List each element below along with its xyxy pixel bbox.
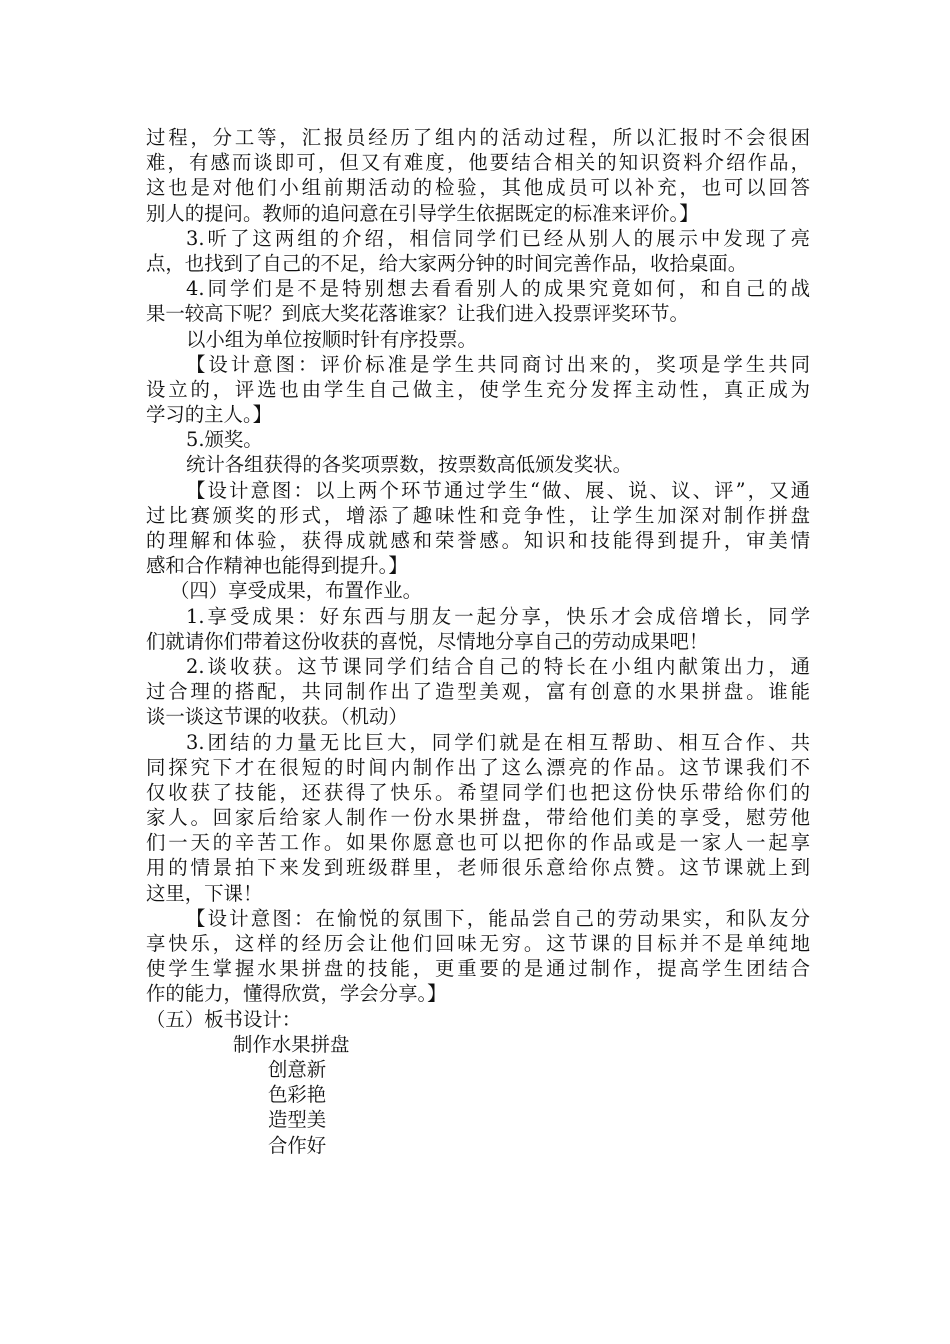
text-line: 家人。回家后给家人制作一份水果拼盘，带给他们美的享受，慰劳他 bbox=[146, 806, 810, 830]
text-line: 过合理的搭配，共同制作出了造型美观，富有创意的水果拼盘。谁能 bbox=[146, 680, 810, 704]
text-line: 感和合作精神也能得到提升。】 bbox=[146, 554, 408, 578]
paragraph bbox=[146, 654, 810, 730]
text-line: 2.谈收获。这节课同学们结合自己的特长在小组内献策出力，通 bbox=[186, 654, 810, 678]
text-line: 学习的主人。】 bbox=[146, 403, 273, 427]
text-line: （四）享受成果，布置作业。 bbox=[170, 579, 423, 603]
paragraph bbox=[146, 604, 810, 654]
paragraph bbox=[146, 427, 810, 452]
text-line: 们就请你们带着这份收获的喜悦，尽情地分享自己的劳动成果吧！ bbox=[146, 629, 709, 653]
text-line: 过程，分工等，汇报员经历了组内的活动过程，所以汇报时不会很困 bbox=[146, 126, 810, 149]
board-item: 造型美 bbox=[268, 1108, 327, 1132]
text-line: 这里，下课！ bbox=[146, 881, 263, 905]
board-item: 合作好 bbox=[268, 1133, 327, 1157]
board-item: 创意新 bbox=[268, 1057, 327, 1081]
paragraph bbox=[146, 226, 810, 276]
text-line: 以小组为单位按顺时针有序投票。 bbox=[186, 327, 477, 351]
paragraph bbox=[146, 478, 810, 579]
board-title: 制作水果拼盘 bbox=[233, 1032, 350, 1056]
paragraph bbox=[146, 906, 810, 1007]
text-line: 统计各组获得的各奖项票数，按票数高低颁发奖状。 bbox=[186, 453, 632, 477]
text-line: 使学生掌握水果拼盘的技能，更重要的是通过制作，提高学生团结合 bbox=[146, 957, 810, 981]
paragraph bbox=[146, 125, 810, 226]
paragraph bbox=[146, 352, 810, 428]
text-line: 别人的提问。教师的追问意在引导学生依据既定的标准来评价。】 bbox=[146, 201, 699, 225]
text-line: 果一较高下呢？到底大奖花落谁家？让我们进入投票评奖环节。 bbox=[146, 302, 689, 326]
text-line: 设立的，评选也由学生自己做主，使学生充分发挥主动性，真正成为 bbox=[146, 377, 810, 401]
text-line: 同探究下才在很短的时间内制作出了这么漂亮的作品。这节课我们不 bbox=[146, 755, 810, 779]
text-line: 【设计意图：在愉悦的氛围下，能品尝自己的劳动果实，和队友分 bbox=[186, 906, 810, 930]
text-line: 4.同学们是不是特别想去看看别人的成果究竟如何，和自己的战 bbox=[186, 277, 810, 301]
paragraph bbox=[146, 327, 810, 352]
board-heading: （五）板书设计： bbox=[146, 1007, 302, 1031]
text-line: 【设计意图：评价标准是学生共同商讨出来的，奖项是学生共同 bbox=[186, 352, 810, 376]
text-line: 【设计意图：以上两个环节通过学生“做、展、说、议、评”，又通 bbox=[186, 478, 810, 502]
paragraph bbox=[146, 730, 810, 906]
text-line: 点，也找到了自己的不足，给大家两分钟的时间完善作品，收拾桌面。 bbox=[146, 251, 748, 275]
text-line: 的理解和体验，获得成就感和荣誉感。知识和技能得到提升，审美情 bbox=[146, 529, 810, 552]
paragraph bbox=[146, 578, 810, 603]
text-line: 享快乐，这样的经历会让他们回味无穷。这节课的目标并不是单纯地 bbox=[146, 932, 810, 955]
text-line: 用的情景拍下来发到班级群里，老师很乐意给你点赞。这节课就上到 bbox=[146, 856, 810, 880]
paragraph bbox=[146, 452, 810, 477]
text-line: 过比赛颁奖的形式，增添了趣味性和竞争性，让学生加深对制作拼盘 bbox=[146, 503, 810, 527]
document-body bbox=[146, 125, 810, 1158]
text-line: 3.听了这两组的介绍，相信同学们已经从别人的展示中发现了亮 bbox=[186, 226, 810, 250]
text-line: 3.团结的力量无比巨大，同学们就是在相互帮助、相互合作、共 bbox=[186, 730, 810, 754]
text-line: 谈一谈这节课的收获。（机动） bbox=[146, 705, 408, 729]
board-item: 色彩艳 bbox=[268, 1083, 327, 1107]
text-line: 作的能力，懂得欣赏，学会分享。】 bbox=[146, 982, 447, 1006]
text-line: 们一天的辛苦工作。如果你愿意也可以把你的作品或是一家人一起享 bbox=[146, 831, 810, 855]
text-line: 1.享受成果：好东西与朋友一起分享，快乐才会成倍增长，同学 bbox=[186, 604, 810, 628]
paragraph bbox=[146, 276, 810, 326]
text-line: 仅收获了技能，还获得了快乐。希望同学们也把这份快乐带给你们的 bbox=[146, 780, 810, 804]
board-design bbox=[146, 1007, 810, 1158]
text-line: 5.颁奖。 bbox=[186, 428, 263, 452]
text-line: 难，有感而谈即可，但又有难度，他要结合相关的知识资料介绍作品， bbox=[146, 151, 810, 175]
text-line: 这也是对他们小组前期活动的检验，其他成员可以补充，也可以回答 bbox=[146, 176, 810, 200]
